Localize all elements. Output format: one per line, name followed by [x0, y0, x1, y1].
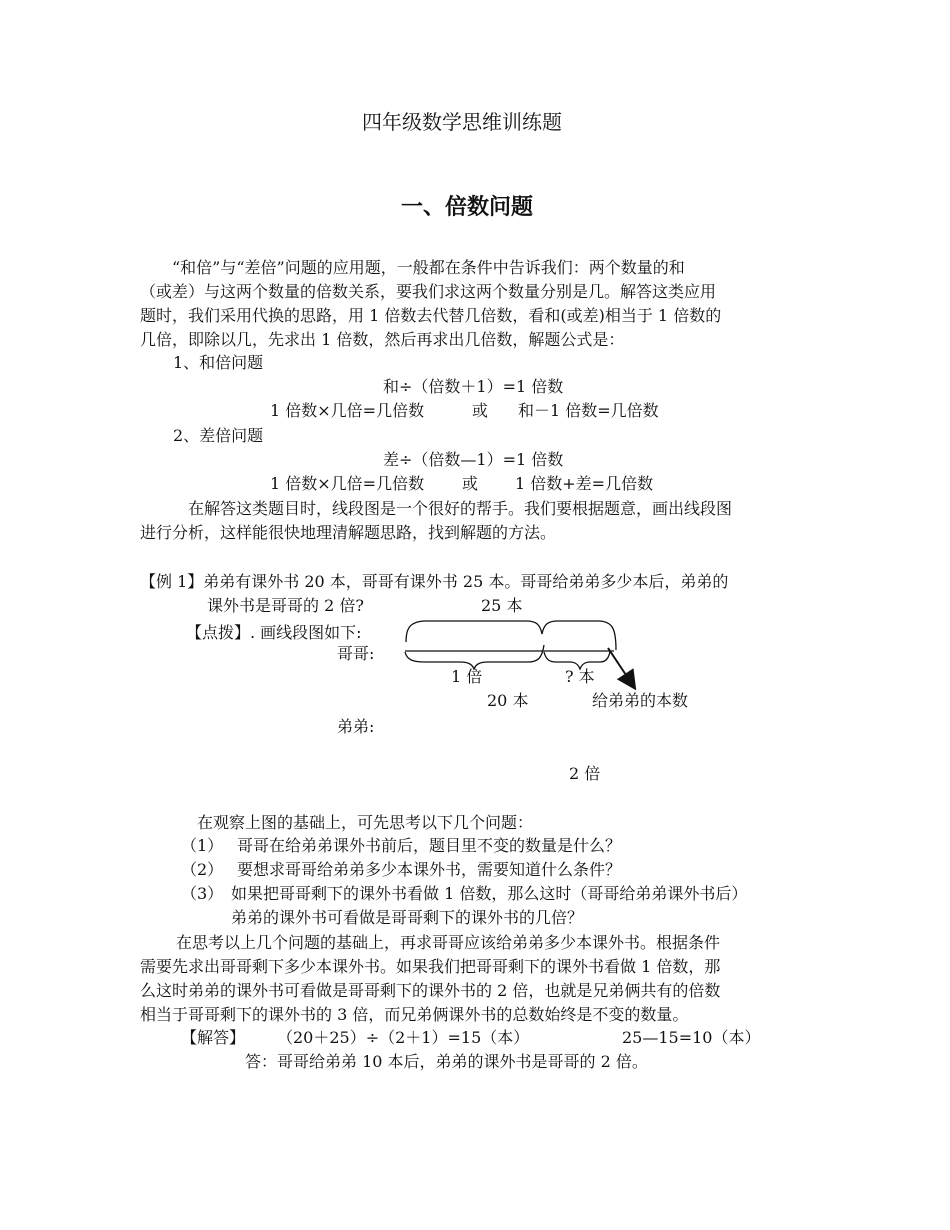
diagram-brother-label: 哥哥: [337, 644, 375, 663]
question-number: （3） [181, 884, 224, 903]
solution-step-1: （20＋25）÷（2＋1）=15（本） [277, 1028, 530, 1047]
question-text: 要想求哥哥给弟弟多少本课外书，需要知道什么条件？ [237, 860, 622, 879]
give-arrow [608, 648, 634, 687]
diagram-one-times: 1 倍 [451, 667, 483, 686]
intro-paragraph [140, 256, 812, 352]
question-number: （2） [181, 860, 224, 879]
diff-multiple-formula-1: 差÷（倍数—1）=1 倍数 [383, 450, 564, 469]
solution-answer: 答：哥哥给弟弟 10 本后，弟弟的课外书是哥哥的 2 倍。 [245, 1052, 648, 1071]
example-line-2: 课外书是哥哥的 2 倍? [207, 596, 364, 615]
diagram-younger-label: 弟弟: [337, 717, 375, 736]
diagram-twenty: 20 本 [487, 691, 529, 710]
advice-line: 在解答这类题目时，线段图是一个很好的帮手。我们要根据题意，画出线段图 [188, 499, 733, 518]
diff-multiple-formula-2b: 1 倍数+差=几倍数 [515, 474, 654, 493]
advice-paragraph [140, 497, 812, 545]
advice-line: 进行分析，这样能很快地理清解题思路，找到解题的方法。 [140, 523, 557, 542]
page-title: 四年级数学思维训练题 [362, 110, 562, 134]
diagram-unknown: ? 本 [565, 667, 595, 686]
diff-multiple-label: 2、差倍问题 [173, 426, 264, 445]
sum-multiple-formula-2a: 1 倍数×几倍=几倍数 [270, 401, 425, 420]
intro-line: “和倍”与“差倍”问题的应用题，一般都在条件中告诉我们：两个数量的和 [172, 258, 685, 277]
question-text: 如果把哥哥剩下的课外书看做 1 倍数，那么这时（哥哥给弟弟课外书后） [231, 884, 748, 903]
intro-line: （或差）与这两个数量的倍数关系，要我们求这两个数量分别是几。解答这类应用 [140, 282, 717, 301]
analysis-line: 需要先求出哥哥剩下多少本课外书。如果我们把哥哥剩下的课外书看做 1 倍数，那 [140, 957, 721, 976]
diagram-top-label: 25 本 [481, 596, 523, 615]
diagram-two-times: 2 倍 [569, 764, 601, 783]
solution-step-2: 25—15=10（本） [622, 1028, 761, 1047]
sum-multiple-label: 1、和倍问题 [173, 353, 264, 372]
analysis-line: 相当于哥哥剩下的课外书的 3 倍，而兄弟俩课外书的总数始终是不变的数量。 [140, 1005, 689, 1024]
example-hint: 【点拨】. 画线段图如下: [186, 623, 362, 642]
sum-multiple-formula-2b: 和－1 倍数=几倍数 [518, 401, 659, 420]
questions-intro: 在观察上图的基础上，可先思考以下几个问题： [197, 813, 534, 832]
intro-line: 题时，我们采用代换的思路，用 1 倍数去代替几倍数，看和(或差)相当于 1 倍数的 [140, 306, 722, 325]
diff-multiple-formula-2a: 1 倍数×几倍=几倍数 [270, 474, 425, 493]
sum-multiple-or: 或 [472, 401, 489, 420]
question-number: （1） [181, 836, 224, 855]
analysis-paragraph [140, 931, 812, 1027]
analysis-line: 么这时弟弟的课外书可看做是哥哥剩下的课外书的 2 倍，也就是兄弟俩共有的倍数 [140, 981, 721, 1000]
analysis-line: 在思考以上几个问题的基础上，再求哥哥应该给弟弟多少本课外书。根据条件 [176, 933, 721, 952]
section-heading: 一、倍数问题 [401, 195, 534, 220]
diff-multiple-or: 或 [462, 474, 479, 493]
sum-multiple-formula-1: 和÷（倍数＋1）=1 倍数 [383, 377, 564, 396]
question-3-continued: 弟弟的课外书可看做是哥哥剩下的课外书的几倍？ [231, 908, 584, 927]
question-text: 哥哥在给弟弟课外书前后，题目里不变的数量是什么？ [237, 836, 622, 855]
example-line-1: 【例 1】弟弟有课外书 20 本，哥哥有课外书 25 本。哥哥给弟弟多少本后，弟弟的 [140, 572, 729, 591]
intro-line: 几倍，即除以几，先求出 1 倍数，然后再求出几倍数，解题公式是： [140, 330, 625, 349]
diagram-give-label: 给弟弟的本数 [592, 691, 689, 710]
solution-label: 【解答】 [181, 1028, 246, 1047]
top-brace [406, 621, 616, 650]
